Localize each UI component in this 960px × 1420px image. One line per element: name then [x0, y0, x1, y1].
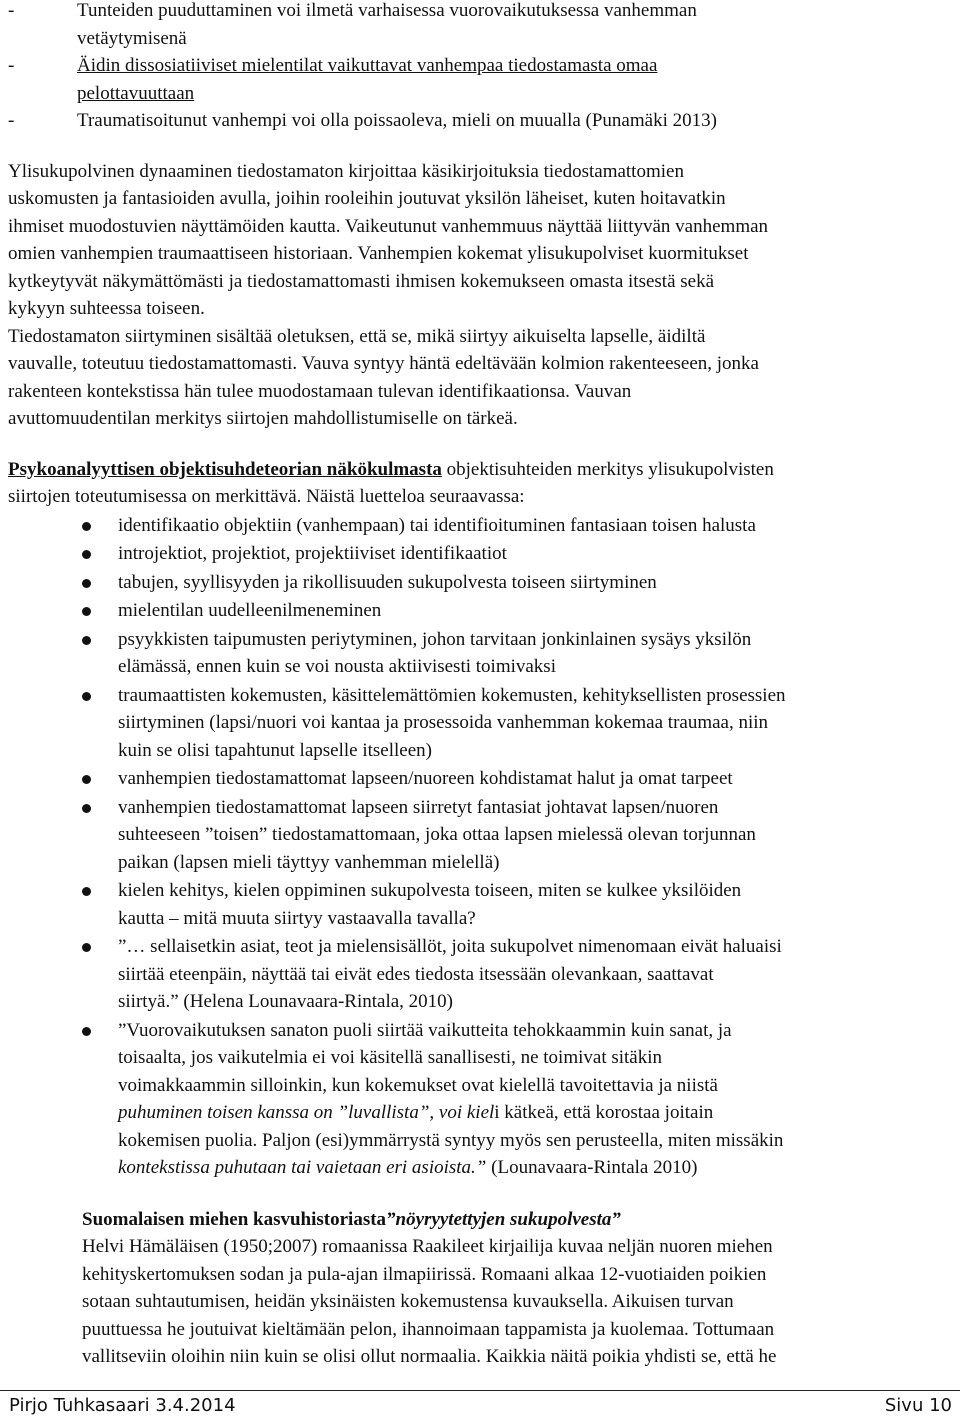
list-item-line: i kätkeä, että korostaa joitain	[494, 1102, 714, 1123]
list-item	[8, 765, 952, 793]
text-line: siirtojen toteutumisessa on merkittävä. Näistä luetteloa seuraavassa:	[8, 486, 525, 507]
list-item-line: ”… sellaisetkin asiat, teot ja mielensisällöt, joita sukupolvet nimenomaan eivät haluaisi	[118, 936, 782, 957]
list-item-line: voimakkaammin silloinkin, kun kokemukset ovat kielellä tavoitettavia ja niistä	[118, 1074, 718, 1096]
list-item-line: kautta – mitä muuta siirtyy vastaavalla tavalla?	[118, 907, 476, 929]
list-item	[8, 626, 952, 681]
list-item	[8, 540, 952, 568]
section-heading-text: Suomalaisen miehen kasvuhistoriasta	[82, 1208, 387, 1230]
paragraph-unconscious-transfer	[8, 323, 952, 433]
list-item-line: vanhempien tiedostamattomat lapseen siirretyt fantasiat johtavat lapsen/nuoren	[118, 796, 719, 818]
list-item	[8, 794, 952, 877]
list-item-line: paikan (lapsen mieli täyttyy vanhemman mielellä)	[118, 851, 500, 873]
list-item-line: tabujen, syyllisyyden ja rikollisuuden sukupolvesta toiseen siirtyminen	[118, 571, 657, 593]
text-line: objektisuhteiden merkitys ylisukupolvisten	[441, 458, 774, 480]
list-item-line: mielentilan uudelleenilmeneminen	[118, 600, 382, 621]
text-line: vauvalle, toteutuu tiedostamattomasti. Vauva syntyy häntä edeltävään kolmion rakenteeseen, jonka	[8, 353, 759, 374]
list-item	[8, 682, 952, 765]
list-item-line: toisaalta, jos vaikutelmia ei voi käsitellä sanallisesti, ne toimivat sitäkin	[118, 1047, 663, 1068]
page-footer	[0, 1390, 960, 1419]
list-item-line: vanhempien tiedostamattomat lapseen/nuoreen kohdistamat halut ja omat tarpeet	[118, 768, 733, 789]
bullet-icon	[82, 522, 91, 531]
bold-underlined-phrase: Psykoanalyyttisen objektisuhdeteorian näkökulmasta	[8, 458, 442, 480]
bullet-icon	[82, 579, 91, 588]
list-item	[8, 569, 952, 597]
text-line: kytkeytyvät näkymättömästi ja tiedostamattomasti ihmisen kokemukseen omasta itsestä sekä	[8, 270, 715, 292]
italic-text: kontekstissa puhutaan tai vaietaan eri asioista.”	[118, 1157, 487, 1178]
bullet-icon	[82, 692, 91, 701]
bullet-icon	[82, 887, 91, 896]
list-item-line: introjektiot, projektiot, projektiiviset identifikaatiot	[118, 543, 507, 564]
paragraph-dynamic-unconscious	[8, 158, 952, 323]
bullet-icon	[82, 1027, 91, 1036]
list-item-line: siirtyminen (lapsi/nuori voi kantaa ja prosessoida vanhemman kokemaa traumaa, niin	[118, 712, 769, 733]
list-item-line: suhteeseen ”toisen” tiedostamattomaan, joka ottaa lapsen mielessä olevan torjunnan	[118, 824, 756, 845]
list-item	[8, 107, 952, 135]
footer-author-date: Pirjo Tuhkasaari 3.4.2014	[9, 1395, 236, 1416]
text-line: rakenteen kontekstissa hän tulee muodostamaan tulevan identifikaationsa. Vauvan	[8, 380, 632, 402]
text-line: sotaan suhtautumisen, heidän yksinäisten kokemustensa kuvauksella. Aikuisen turvan	[82, 1291, 734, 1312]
text-line: omien vanhempien traumaattiseen historiaan. Vanhempien kokemat ylisukupolviset kuormitukset	[8, 243, 749, 264]
section-heading-italic: ”nöyryytettyjen sukupolvesta”	[386, 1208, 621, 1230]
list-item-line: Traumatisoitunut vanhempi voi olla poissaoleva, mieli on muualla (Punamäki 2013)	[77, 110, 717, 131]
bullet-icon	[82, 804, 91, 813]
list-item-line: Äidin dissosiatiiviset mielentilat vaikuttavat vanhempaa tiedostamasta omaa	[77, 55, 658, 76]
paragraph-raakileet	[8, 1233, 952, 1371]
list-item-line: ”Vuorovaikutuksen sanaton puoli siirtää vaikutteita tehokkaammin kuin sanat, ja	[118, 1019, 732, 1041]
italic-text: puhuminen toisen kanssa on ”luvallista”, voi kiel	[118, 1102, 495, 1123]
text-line: uskomusten ja fantasioiden avulla, joihin rooleihin joutuvat yksilön läheiset, kuten hoitavatkin	[8, 188, 726, 209]
list-item	[8, 877, 952, 932]
section-heading	[8, 1206, 952, 1234]
bullet-icon	[82, 775, 91, 784]
list-item-line: elämässä, ennen kuin se voi nousta aktiivisesti toimivaksi	[118, 656, 556, 677]
list-item	[8, 933, 952, 1016]
list-item-line: Tunteiden puuduttaminen voi ilmetä varhaisessa vuorovaikutuksessa vanhemman	[77, 0, 697, 21]
list-item-line: psyykkisten taipumusten periytyminen, johon tarvitaan jonkinlainen sysäys yksilön	[118, 628, 752, 650]
text-line: Helvi Hämäläisen (1950;2007) romaanissa Raakileet kirjailija kuvaa neljän nuoren miehen	[82, 1236, 773, 1257]
list-item-line: kuin se olisi tapahtunut lapselle itselleen)	[118, 739, 432, 761]
text-line: puuttuessa he joutuivat kieltämään pelon, ihannoimaan tappamista ja kuolemaa. Tottumaan	[82, 1318, 775, 1340]
list-item-line: identifikaatio objektiin (vanhempaan) tai identifioituminen fantasiaan toisen halusta	[118, 514, 756, 536]
bullet-icon	[82, 943, 91, 952]
list-item	[8, 512, 952, 540]
document-page	[8, 0, 952, 1371]
bullet-list	[8, 512, 952, 1182]
dash-marker: -	[8, 0, 15, 21]
dash-marker: -	[8, 55, 15, 76]
bullet-icon	[82, 636, 91, 645]
list-item-line: traumaattisten kokemusten, käsittelemättömien kokemusten, kehityksellisten prosessien	[118, 684, 786, 706]
list-item-line: kokemisen puolia. Paljon (esi)ymmärrystä syntyy myös sen perusteella, miten missäkin	[118, 1129, 784, 1151]
bullet-icon	[82, 550, 91, 559]
text-line: avuttomuudentilan merkitys siirtojen mahdollistumiselle on tärkeä.	[8, 408, 518, 429]
text-line: kykyyn suhteessa toiseen.	[8, 298, 205, 319]
bullet-icon	[82, 607, 91, 616]
list-item	[8, 1017, 952, 1182]
text-line: vallitseviin oloihin niin kuin se olisi ollut normaalia. Kaikkia näitä poikia yhdisti se, että he	[82, 1346, 777, 1367]
text-line: kehityskertomuksen sodan ja pula-ajan ilmapiirissä. Romaani alkaa 12-vuotiaiden poikien	[82, 1263, 767, 1285]
list-item-line: pelottavuuttaan	[77, 82, 195, 104]
list-item-line: vetäytymisenä	[77, 27, 187, 49]
list-item	[8, 0, 952, 52]
list-item	[8, 52, 952, 107]
text-line: Tiedostamaton siirtyminen sisältää oletuksen, että se, mikä siirtyy aikuiselta lapselle, äidiltä	[8, 325, 706, 347]
intro-dash-list	[8, 0, 952, 135]
list-item-line: siirtää eteenpäin, näyttää tai eivät edes tiedosta itsessään olevankaan, saattavat	[118, 963, 714, 985]
list-item-line: (Lounavaara-Rintala 2010)	[486, 1157, 698, 1178]
list-item-line: siirtyä.” (Helena Lounavaara-Rintala, 2010)	[118, 991, 453, 1012]
text-line: Ylisukupolvinen dynaaminen tiedostamaton kirjoittaa käsikirjoituksia tiedostamattomien	[8, 160, 684, 182]
paragraph-object-relations	[8, 456, 952, 511]
footer-page-number: Sivu 10	[884, 1395, 952, 1416]
list-item-line: kielen kehitys, kielen oppiminen sukupolvesta toiseen, miten se kulkee yksilöiden	[118, 880, 742, 901]
list-item	[8, 597, 952, 625]
dash-marker: -	[8, 110, 15, 131]
text-line: ihmiset muodostuvien näyttämöiden kautta. Vaikeutunut vanhemmuus näyttää liittyvän vanhemman	[8, 215, 769, 237]
